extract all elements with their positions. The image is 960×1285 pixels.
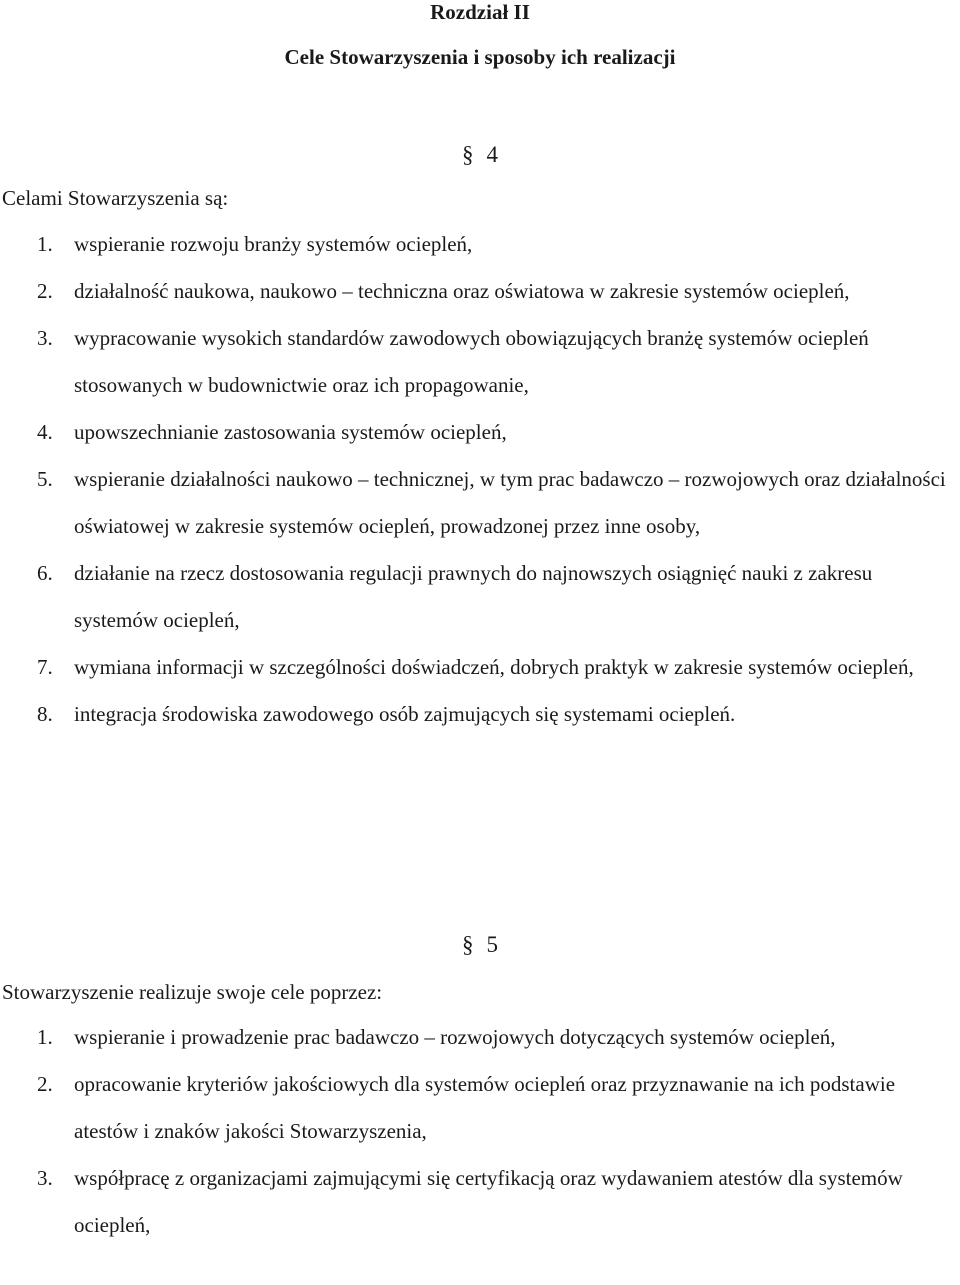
list-item — [0, 221, 960, 268]
item-text: integracja środowiska zawodowego osób zajmujących się systemami ociepleń. — [74, 702, 736, 726]
list-item — [0, 456, 960, 550]
item-text: upowszechnianie zastosowania systemów ociepleń, — [74, 420, 507, 444]
item-number: 3. — [37, 326, 53, 350]
section-marker — [462, 932, 499, 958]
item-text: wymiana informacji w szczególności doświadczeń, dobrych praktyk w zakresie systemów ociepleń, — [74, 655, 914, 679]
list-item — [0, 1155, 960, 1249]
item-number: 8. — [37, 702, 53, 726]
item-text: wypracowanie wysokich standardów zawodowych obowiązujących branżę systemów ociepleń stosowanych w budownictwie oraz ich propagowanie, — [74, 326, 869, 397]
item-number: 2. — [37, 279, 53, 303]
section-number: 4 — [486, 142, 499, 167]
item-text: wspieranie działalności naukowo – technicznej, w tym prac badawczo – rozwojowych oraz działalności oświatowej w zakresie systemów ociepleń, prowadzonej przez inne osoby, — [74, 467, 946, 538]
list-item — [0, 315, 960, 409]
section-symbol: § — [462, 142, 475, 167]
section-marker — [462, 142, 499, 168]
list-item — [0, 409, 960, 456]
chapter-number: Rozdział II — [430, 0, 530, 24]
section-items-list — [0, 221, 960, 738]
list-item — [0, 550, 960, 644]
item-text: współpracę z organizacjami zajmującymi się certyfikacją oraz wydawaniem atestów dla systemów ociepleń, — [74, 1166, 903, 1237]
item-number: 1. — [37, 232, 53, 256]
item-number: 1. — [37, 1025, 53, 1049]
item-text: działalność naukowa, naukowo – techniczna oraz oświatowa w zakresie systemów ociepleń, — [74, 279, 850, 303]
item-text: działanie na rzecz dostosowania regulacji prawnych do najnowszych osiągnięć nauki z zakresu systemów ociepleń, — [74, 561, 873, 632]
item-number: 3. — [37, 1166, 53, 1190]
item-text: wspieranie rozwoju branży systemów ociepleń, — [74, 232, 473, 256]
section-intro: Celami Stowarzyszenia są: — [2, 186, 229, 210]
list-item — [0, 268, 960, 315]
item-text: opracowanie kryteriów jakościowych dla systemów ociepleń oraz przyznawanie na ich podstawie atestów i znaków jakości Stowarzyszenia, — [74, 1072, 896, 1143]
section-items-list — [0, 1014, 960, 1249]
list-item — [0, 691, 960, 738]
item-text: wspieranie i prowadzenie prac badawczo – rozwojowych dotyczących systemów ociepleń, — [74, 1025, 836, 1049]
list-item — [0, 1061, 960, 1155]
item-number: 5. — [37, 467, 53, 491]
item-number: 2. — [37, 1072, 53, 1096]
section-intro: Stowarzyszenie realizuje swoje cele poprzez: — [2, 980, 383, 1004]
section-number: 5 — [486, 932, 499, 957]
item-number: 6. — [37, 561, 53, 585]
list-item — [0, 1014, 960, 1061]
list-item — [0, 644, 960, 691]
chapter-title: Cele Stowarzyszenia i sposoby ich realizacji — [284, 45, 676, 69]
section-symbol: § — [462, 932, 475, 957]
item-number: 4. — [37, 420, 53, 444]
item-number: 7. — [37, 655, 53, 679]
